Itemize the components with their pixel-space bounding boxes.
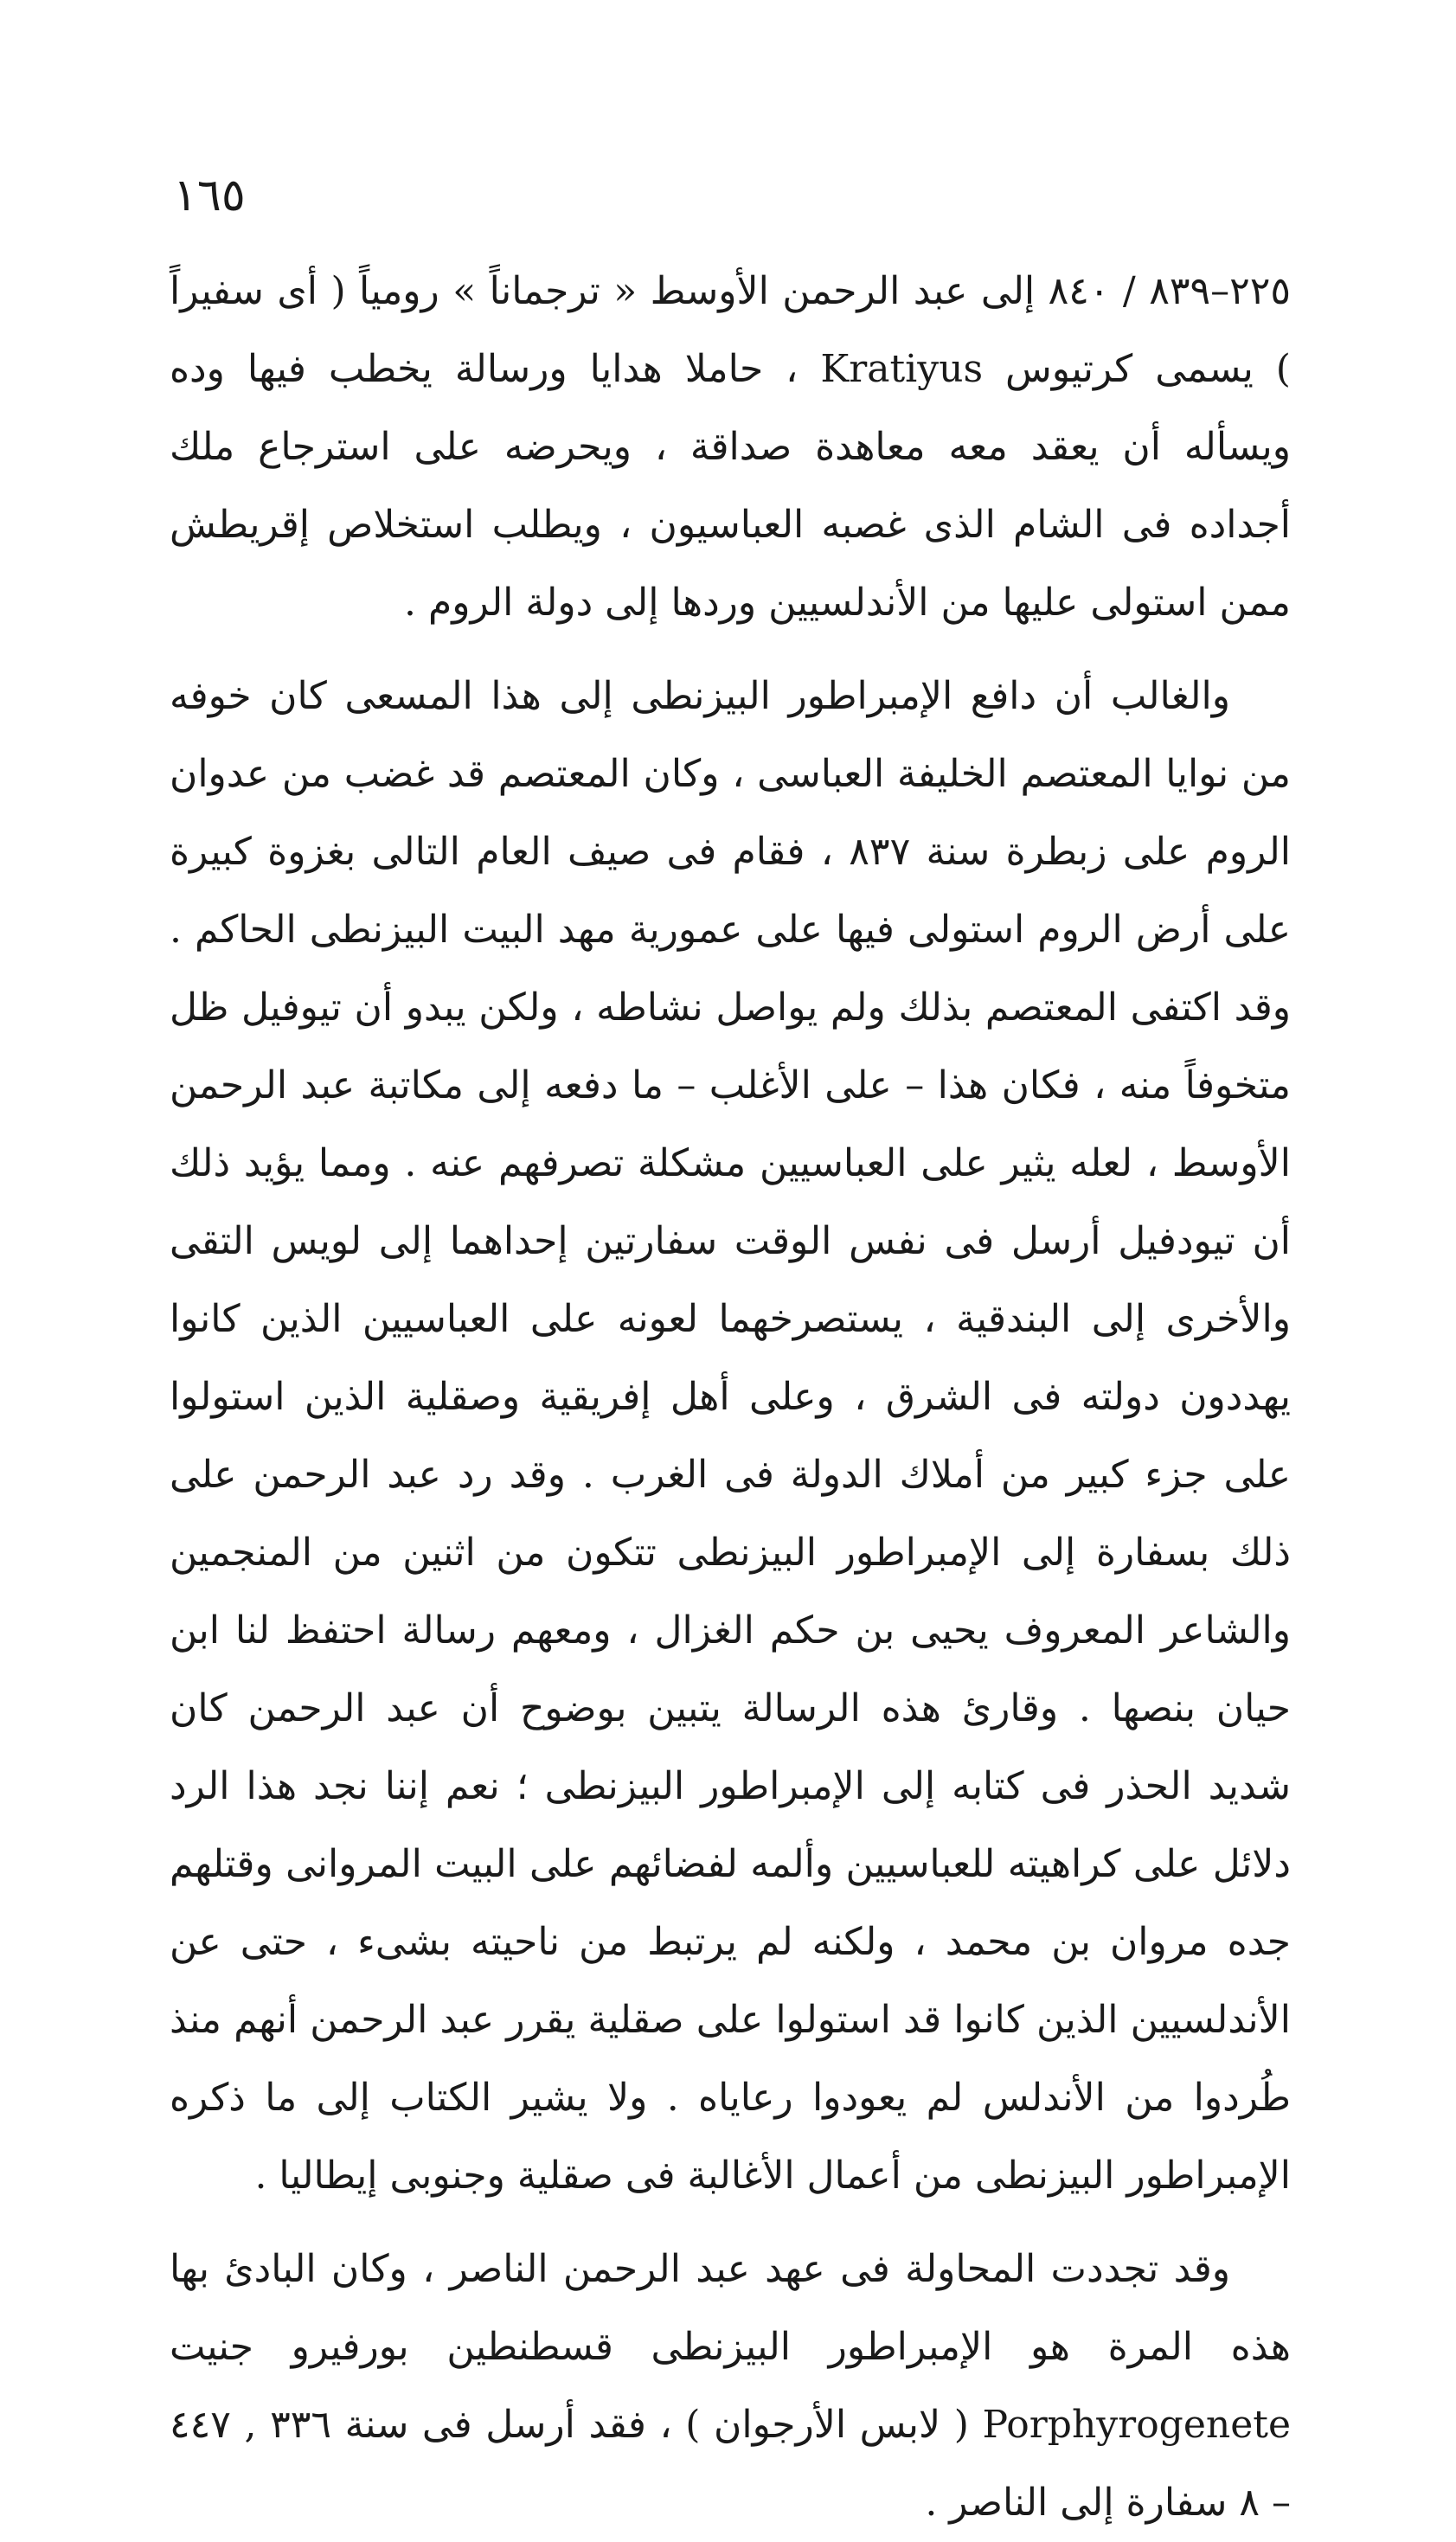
page-number: ١٦٥ [173,170,246,221]
paragraph-2: والغالب أن دافع الإمبراطور البيزنطى إلى هذا المسعى كان خوفه من نوايا المعتصم الخليفة العباسى ، وكان المعتصم قد غضب من عدوان الروم على زبطرة سنة ٨٣٧ ، فقام فى صيف العام التالى بغزوة كبيرة على أرض الروم استولى فيها على عمورية مهد البيت البيزنطى الحاكم . وقد اكتفى المعتصم بذلك ولم يواصل نشاطه ، ولكن يبدو أن تيوفيل ظل متخوفاً منه ، فكان هذا – على الأغلب – ما دفعه إلى مكاتبة عبد الرحمن الأوسط ، لعله يثير على العباسيين مشكلة تصرفهم عنه . ومما يؤيد ذلك أن تيودفيل أرسل فى نفس الوقت سفارتين إحداهما إلى لويس التقى والأخرى إلى البندقية ، يستصرخهما لعونه على العباسيين الذين كانوا يهددون دولته فى الشرق ، وعلى أهل إفريقية وصقلية الذين استولوا على جزء كبير من أملاك الدولة فى الغرب . وقد رد عبد الرحمن على ذلك بسفارة إلى الإمبراطور البيزنطى تتكون من اثنين من المنجمين والشاعر المعروف يحيى بن حكم الغزال ، ومعهم رسالة احتفظ لنا ابن حيان بنصها . وقارئ هذه الرسالة يتبين بوضوح أن عبد الرحمن كان شديد الحذر فى كتابه إلى الإمبراطور البيزنطى ؛ نعم إننا نجد هذا الرد دلائل على كراهيته للعباسيين وألمه لفضائهم على البيت المروانى وقتلهم جده مروان بن محمد ، ولكنه لم يرتبط من ناحيته بشىء ، حتى عن الأندلسيين الذين كانوا قد استولوا على صقلية يقرر عبد الرحمن أنهم منذ طُردوا من الأندلس لم يعودوا رعاياه . ولا يشير الكتاب إلى ما ذكره الإمبراطور البيزنطى من أعمال الأغالبة فى صقلية وجنوبى إيطاليا . [170,674,1291,2198]
paragraph-3: وقد تجددت المحاولة فى عهد عبد الرحمن الناصر ، وكان البادئ بها هذه المرة هو الإمبراطور البيزنطى قسطنطين بورفيرو جنيت Porphyrogenete ( لابس الأرجوان ) ، فقد أرسل فى سنة ٣٣٦ , ٤٤٧ – ٨ سفارة إلى الناصر . [170,2247,1291,2525]
paragraph-1: ٢٢٥–٨٣٩ / ٨٤٠ إلى عبد الرحمن الأوسط « ترجماناً » رومياً ( أى سفيراً ) يسمى كرتيوس Kratiyus ، حاملا هدايا ورسالة يخطب فيها وده ويسأله أن يعقد معه معاهدة صداقة ، ويحرضه على استرجاع ملك أجداده فى الشام الذى غصبه العباسيون ، ويطلب استخلاص إقريطش ممن استولى عليها من الأندلسيين وردها إلى دولة الروم . [170,269,1292,625]
body-text [170,253,1291,2542]
